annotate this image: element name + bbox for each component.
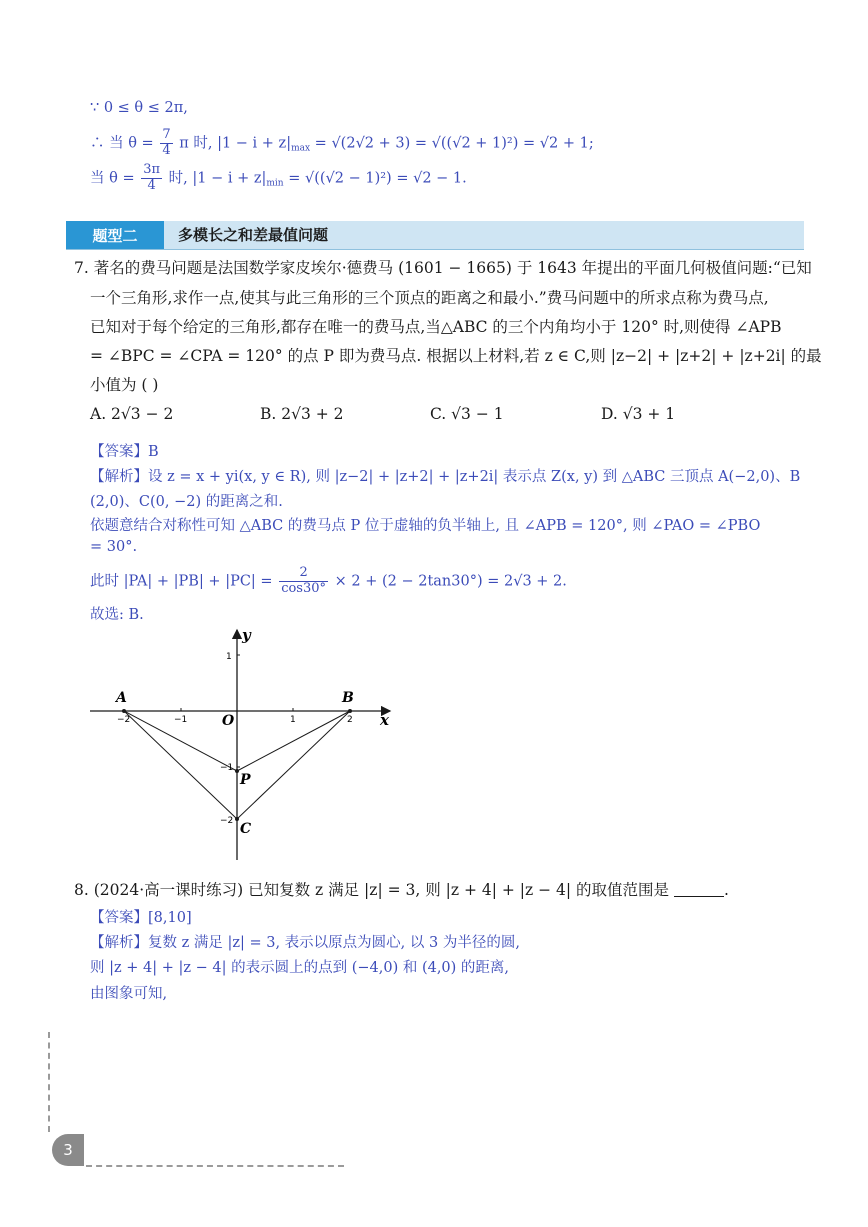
q7-analysis-3: 依题意结合对称性可知 △ABC 的费马点 P 位于虚轴的负半轴上, 且 ∠APB = 120°, 则 ∠PAO = ∠PBO xyxy=(90,518,761,534)
solution-line-3-end: = √((√2 − 1)²) = √2 − 1. xyxy=(283,170,467,187)
q8-analysis-2: 则 |z + 4| + |z − 4| 的表示圆上的点到 (−4,0) 和 (4,0) 的距离, xyxy=(90,960,510,976)
analysis-5-end: × 2 + (2 − 2tan30°) = 2√3 + 2. xyxy=(334,573,567,590)
label-B: B xyxy=(342,690,354,706)
y-tick-label: 1 xyxy=(226,652,232,662)
fraction-3pi-4 xyxy=(141,163,162,194)
solution-line-3 xyxy=(90,163,467,194)
solution-line-2 xyxy=(90,128,594,159)
section-tag: 题型二 xyxy=(66,221,164,249)
fermat-point-figure xyxy=(86,624,406,864)
solution-line-3-mid: 时, |1 − i + z| xyxy=(168,170,267,187)
y-tick-label: −2 xyxy=(220,816,234,826)
point-B xyxy=(348,709,352,713)
solution-line-2-end: = √(2√2 + 3) = √((√2 + 1)²) = √2 + 1; xyxy=(310,135,594,152)
q8-answer: 【答案】[8,10] xyxy=(90,910,192,926)
x-tick-label: 2 xyxy=(347,715,353,725)
option-b: B. 2√3 + 2 xyxy=(260,405,344,423)
segment-BC xyxy=(237,711,350,819)
q7-analysis-6: 故选: B. xyxy=(90,607,144,623)
q8-question-text: 8. (2024·高一课时练习) 已知复数 z 满足 |z| = 3, 则 |z + 4| + |z − 4| 的取值范围是 xyxy=(74,881,670,899)
footer-dashed-horizontal xyxy=(86,1165,344,1167)
label-C: C xyxy=(240,821,252,837)
fraction-2-cos30 xyxy=(279,566,328,597)
solution-line-3-start: 当 θ = xyxy=(90,170,135,187)
q7-line-5: 小值为 ( ) xyxy=(90,376,159,394)
q7-line-4: = ∠BPC = ∠CPA = 120° 的点 P 即为费马点. 根据以上材料,若 z ∈ C,则 |z−2| + |z+2| + |z+2i| 的最 xyxy=(90,347,822,365)
q7-line-2: 一个三角形,求作一点,使其与此三角形的三个顶点的距离之和最小.”费马问题中的所求点称为费马点, xyxy=(90,289,769,307)
fraction-denominator: 4 xyxy=(162,142,171,158)
q7-analysis-5 xyxy=(90,566,567,597)
q7-line-3: 已知对于每个给定的三角形,都存在唯一的费马点,当△ABC 的三个内角均小于 120° 时,则使得 ∠APB xyxy=(90,318,782,336)
solution-line-2-mid: π 时, |1 − i + z| xyxy=(179,135,292,152)
q7-analysis-2: (2,0)、C(0, −2) 的距离之和. xyxy=(90,494,283,510)
page-number: 3 xyxy=(52,1134,84,1166)
option-c: C. √3 − 1 xyxy=(430,405,504,423)
q8-analysis-3: 由图象可知, xyxy=(90,986,168,1002)
x-tick-label: −2 xyxy=(117,715,131,725)
section-header xyxy=(66,221,804,250)
label-P: P xyxy=(240,772,251,788)
y-tick-label: −1 xyxy=(220,763,234,773)
subscript-min: min xyxy=(266,178,284,189)
answer-blank xyxy=(674,882,724,897)
fraction-denominator: 4 xyxy=(147,177,156,193)
section-title: 多模长之和差最值问题 xyxy=(178,226,329,244)
x-tick-label: −1 xyxy=(174,715,188,725)
point-A xyxy=(122,709,126,713)
option-a: A. 2√3 − 2 xyxy=(90,405,174,423)
solution-line-1: ∵ 0 ≤ θ ≤ 2π, xyxy=(90,100,188,116)
point-P xyxy=(235,769,239,773)
y-axis-label: y xyxy=(242,626,251,644)
fraction-numerator: 2 xyxy=(279,566,328,582)
q8-question xyxy=(74,878,729,900)
label-A: A xyxy=(116,690,127,706)
footer-dashed-vertical xyxy=(48,1032,50,1132)
fraction-numerator: 7 xyxy=(162,127,171,142)
q7-line-1: 7. 著名的费马问题是法国数学家皮埃尔·德费马 (1601 − 1665) 于 1643 年提出的平面几何极值问题:“已知 xyxy=(74,259,812,277)
fraction-numerator: 3π xyxy=(143,162,161,177)
fraction-denominator: cos30° xyxy=(281,580,327,596)
analysis-5-start: 此时 |PA| + |PB| + |PC| = xyxy=(90,573,273,590)
subscript-max: max xyxy=(291,143,311,154)
x-tick-label: 1 xyxy=(290,715,296,725)
q7-answer: 【答案】B xyxy=(90,444,159,460)
q8-analysis-1: 【解析】复数 z 满足 |z| = 3, 表示以原点为圆心, 以 3 为半径的圆, xyxy=(90,935,520,951)
point-C xyxy=(235,817,239,821)
q7-analysis-4: = 30°. xyxy=(90,539,138,555)
origin-label: O xyxy=(222,713,235,729)
solution-line-2-start: ∴ 当 θ = xyxy=(90,135,154,152)
option-d: D. √3 + 1 xyxy=(601,405,676,423)
x-axis-label: x xyxy=(380,711,389,729)
fraction-7-4 xyxy=(160,128,172,159)
q7-analysis-1: 【解析】设 z = x + yi(x, y ∈ R), 则 |z−2| + |z+2| + |z+2i| 表示点 Z(x, y) 到 △ABC 三顶点 A(−2,0)、B xyxy=(90,469,801,485)
q8-question-end: . xyxy=(724,881,729,899)
